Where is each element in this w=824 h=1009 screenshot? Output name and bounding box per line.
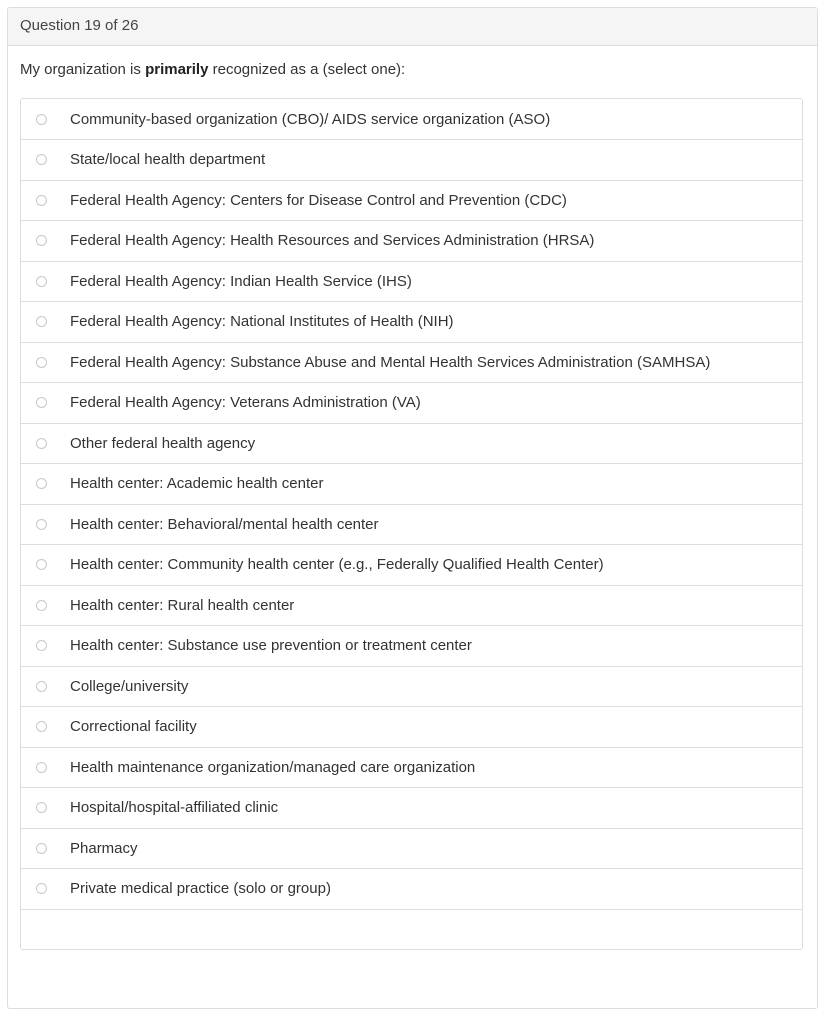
option-label: Health center: Behavioral/mental health center (70, 515, 379, 533)
option-row[interactable] (21, 261, 802, 302)
radio-button[interactable] (36, 721, 47, 732)
option-label: Federal Health Agency: Substance Abuse and Mental Health Services Administration (SAMHSA) (70, 353, 711, 371)
option-row[interactable] (21, 220, 802, 261)
option-label: State/local health department (70, 151, 266, 169)
option-row[interactable] (21, 868, 802, 909)
radio-button[interactable] (36, 519, 47, 530)
radio-button[interactable] (36, 316, 47, 327)
radio-button[interactable] (36, 438, 47, 449)
option-label: College/university (70, 677, 189, 695)
radio-button[interactable] (36, 681, 47, 692)
option-row[interactable] (21, 423, 802, 464)
question-emphasis: primarily (145, 61, 209, 78)
option-row[interactable] (21, 342, 802, 383)
question-panel (7, 7, 818, 1009)
radio-button[interactable] (36, 357, 47, 368)
option-label: Health maintenance organization/managed care organization (70, 758, 476, 776)
option-row[interactable] (21, 382, 802, 423)
option-label: Hospital/hospital-affiliated clinic (70, 799, 279, 817)
option-row[interactable] (21, 463, 802, 504)
option-label: Federal Health Agency: Indian Health Service (IHS) (70, 272, 412, 290)
option-label: Pharmacy (70, 839, 138, 857)
option-row[interactable] (21, 99, 802, 139)
option-row[interactable] (21, 787, 802, 828)
question-prefix: My organization is (20, 61, 146, 78)
option-row[interactable] (21, 666, 802, 707)
radio-button[interactable] (36, 114, 47, 125)
radio-button[interactable] (36, 883, 47, 894)
radio-button[interactable] (36, 843, 47, 854)
options-list (20, 98, 803, 950)
option-row[interactable] (21, 544, 802, 585)
option-label: Federal Health Agency: Centers for Disease Control and Prevention (CDC) (70, 191, 567, 209)
radio-button[interactable] (36, 762, 47, 773)
option-label: Correctional facility (70, 718, 197, 736)
option-label: Private medical practice (solo or group) (70, 880, 331, 898)
option-label: Other federal health agency (70, 434, 256, 452)
option-label: Federal Health Agency: Health Resources and Services Administration (HRSA) (70, 232, 595, 250)
radio-button[interactable] (36, 640, 47, 651)
question-text (20, 61, 405, 78)
option-label: Federal Health Agency: Veterans Administration (VA) (70, 394, 421, 412)
option-row[interactable] (21, 828, 802, 869)
option-row[interactable] (21, 504, 802, 545)
option-label: Health center: Substance use prevention or treatment center (70, 637, 472, 655)
radio-button[interactable] (36, 802, 47, 813)
option-row[interactable] (21, 706, 802, 747)
option-label: Federal Health Agency: National Institutes of Health (NIH) (70, 313, 454, 331)
radio-button[interactable] (36, 559, 47, 570)
option-row[interactable] (21, 747, 802, 788)
option-row[interactable] (21, 301, 802, 342)
option-label: Health center: Rural health center (70, 596, 295, 614)
question-counter: Question 19 of 26 (8, 8, 817, 46)
question-suffix: recognized as a (select one): (208, 61, 406, 78)
option-row[interactable] (21, 180, 802, 221)
radio-button[interactable] (36, 600, 47, 611)
radio-button[interactable] (36, 235, 47, 246)
option-row[interactable] (21, 585, 802, 626)
option-row[interactable] (21, 139, 802, 180)
radio-button[interactable] (36, 195, 47, 206)
option-label: Community-based organization (CBO)/ AIDS service organization (ASO) (70, 110, 551, 128)
radio-button[interactable] (36, 154, 47, 165)
radio-button[interactable] (36, 276, 47, 287)
option-label: Health center: Academic health center (70, 475, 324, 493)
radio-button[interactable] (36, 397, 47, 408)
option-row[interactable] (21, 625, 802, 666)
option-row-partial[interactable] (21, 909, 802, 950)
radio-button[interactable] (36, 478, 47, 489)
option-label: Health center: Community health center (e.g., Federally Qualified Health Center) (70, 556, 604, 574)
